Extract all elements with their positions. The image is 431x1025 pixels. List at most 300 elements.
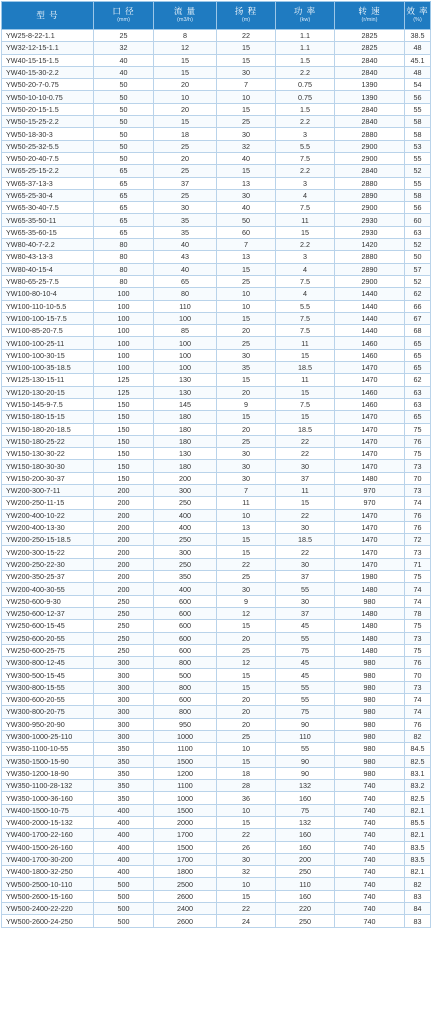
table-row: [2, 509, 431, 521]
cell-speed: 1440: [335, 288, 405, 300]
cell-efficiency: 82: [405, 878, 431, 890]
cell-model: YW100-100-30-15: [2, 349, 94, 361]
cell-model: YW65-37-13-3: [2, 177, 94, 189]
cell-speed: 2840: [335, 54, 405, 66]
cell-flow: 180: [154, 435, 217, 447]
cell-speed: 1470: [335, 546, 405, 558]
table-row: [2, 841, 431, 853]
cell-head: 30: [217, 128, 276, 140]
cell-diameter: 50: [94, 128, 154, 140]
cell-speed: 1480: [335, 632, 405, 644]
cell-head: 15: [217, 263, 276, 275]
cell-diameter: 300: [94, 681, 154, 693]
cell-efficiency: 83: [405, 915, 431, 927]
table-row: [2, 116, 431, 128]
table-row: [2, 312, 431, 324]
cell-efficiency: 82.1: [405, 804, 431, 816]
cell-power: 7.5: [276, 398, 335, 410]
cell-model: YW200-250-11-15: [2, 497, 94, 509]
cell-model: YW80-65-25-7.5: [2, 275, 94, 287]
cell-model: YW50-18-30-3: [2, 128, 94, 140]
cell-speed: 2890: [335, 189, 405, 201]
cell-model: YW80-40-7-2.2: [2, 239, 94, 251]
cell-speed: 1470: [335, 534, 405, 546]
cell-head: 30: [217, 349, 276, 361]
cell-speed: 1440: [335, 300, 405, 312]
cell-head: 30: [217, 460, 276, 472]
cell-power: 132: [276, 817, 335, 829]
cell-diameter: 200: [94, 583, 154, 595]
cell-flow: 350: [154, 571, 217, 583]
cell-diameter: 65: [94, 226, 154, 238]
cell-flow: 250: [154, 558, 217, 570]
cell-efficiency: 82.1: [405, 829, 431, 841]
cell-diameter: 500: [94, 878, 154, 890]
cell-diameter: 200: [94, 558, 154, 570]
cell-power: 110: [276, 878, 335, 890]
cell-efficiency: 58: [405, 189, 431, 201]
cell-head: 9: [217, 595, 276, 607]
cell-speed: 2880: [335, 177, 405, 189]
cell-diameter: 150: [94, 448, 154, 460]
cell-head: 9: [217, 398, 276, 410]
cell-flow: 10: [154, 91, 217, 103]
cell-efficiency: 70: [405, 472, 431, 484]
cell-power: 200: [276, 853, 335, 865]
cell-efficiency: 74: [405, 595, 431, 607]
cell-efficiency: 73: [405, 546, 431, 558]
cell-diameter: 80: [94, 275, 154, 287]
cell-model: YW150-145-9-7.5: [2, 398, 94, 410]
cell-model: YW200-400-10-22: [2, 509, 94, 521]
cell-speed: 1470: [335, 374, 405, 386]
cell-flow: 25: [154, 189, 217, 201]
table-row: [2, 694, 431, 706]
cell-diameter: 80: [94, 239, 154, 251]
cell-diameter: 500: [94, 915, 154, 927]
cell-flow: 400: [154, 521, 217, 533]
cell-speed: 1420: [335, 239, 405, 251]
cell-head: 15: [217, 312, 276, 324]
cell-diameter: 150: [94, 423, 154, 435]
cell-model: YW350-1100-10-55: [2, 743, 94, 755]
cell-model: YW65-25-30-4: [2, 189, 94, 201]
table-row: [2, 337, 431, 349]
table-row: [2, 607, 431, 619]
cell-speed: 740: [335, 890, 405, 902]
cell-speed: 1480: [335, 620, 405, 632]
cell-diameter: 150: [94, 472, 154, 484]
table-row: [2, 534, 431, 546]
table-row: [2, 767, 431, 779]
cell-efficiency: 74: [405, 583, 431, 595]
cell-diameter: 350: [94, 743, 154, 755]
cell-model: YW40-15-15-1.5: [2, 54, 94, 66]
cell-flow: 85: [154, 325, 217, 337]
cell-diameter: 100: [94, 312, 154, 324]
cell-efficiency: 48: [405, 42, 431, 54]
cell-diameter: 500: [94, 890, 154, 902]
cell-diameter: 300: [94, 730, 154, 742]
cell-model: YW200-250-22-30: [2, 558, 94, 570]
cell-head: 15: [217, 165, 276, 177]
cell-diameter: 250: [94, 644, 154, 656]
cell-efficiency: 57: [405, 263, 431, 275]
cell-model: YW300-600-20-55: [2, 694, 94, 706]
cell-power: 220: [276, 903, 335, 915]
cell-power: 2.2: [276, 116, 335, 128]
cell-head: 30: [217, 583, 276, 595]
cell-diameter: 250: [94, 632, 154, 644]
cell-speed: 980: [335, 657, 405, 669]
cell-flow: 300: [154, 484, 217, 496]
cell-speed: 980: [335, 743, 405, 755]
cell-power: 55: [276, 583, 335, 595]
table-row: [2, 632, 431, 644]
cell-efficiency: 58: [405, 128, 431, 140]
cell-power: 22: [276, 509, 335, 521]
cell-speed: 740: [335, 804, 405, 816]
cell-flow: 300: [154, 546, 217, 558]
cell-model: YW150-200-30-37: [2, 472, 94, 484]
cell-flow: 15: [154, 116, 217, 128]
cell-efficiency: 74: [405, 706, 431, 718]
cell-head: 18: [217, 767, 276, 779]
cell-head: 13: [217, 251, 276, 263]
cell-diameter: 400: [94, 841, 154, 853]
cell-flow: 600: [154, 632, 217, 644]
table-row: [2, 743, 431, 755]
cell-model: YW100-100-25-11: [2, 337, 94, 349]
table-row: [2, 620, 431, 632]
cell-speed: 2900: [335, 202, 405, 214]
cell-diameter: 125: [94, 386, 154, 398]
cell-diameter: 125: [94, 374, 154, 386]
cell-model: YW350-1200-18-90: [2, 767, 94, 779]
cell-flow: 80: [154, 288, 217, 300]
cell-power: 0.75: [276, 79, 335, 91]
cell-flow: 15: [154, 66, 217, 78]
cell-speed: 980: [335, 718, 405, 730]
cell-power: 2.2: [276, 66, 335, 78]
cell-diameter: 50: [94, 103, 154, 115]
cell-flow: 600: [154, 644, 217, 656]
cell-efficiency: 83.2: [405, 780, 431, 792]
cell-efficiency: 54: [405, 79, 431, 91]
cell-model: YW350-1000-36-160: [2, 792, 94, 804]
cell-flow: 800: [154, 706, 217, 718]
cell-efficiency: 65: [405, 362, 431, 374]
cell-model: YW50-25-32-5.5: [2, 140, 94, 152]
cell-diameter: 65: [94, 165, 154, 177]
cell-head: 40: [217, 202, 276, 214]
table-row: [2, 804, 431, 816]
cell-flow: 600: [154, 595, 217, 607]
cell-diameter: 65: [94, 189, 154, 201]
table-row: [2, 817, 431, 829]
cell-power: 1.1: [276, 30, 335, 42]
table-row: [2, 780, 431, 792]
cell-speed: 1440: [335, 325, 405, 337]
cell-efficiency: 45.1: [405, 54, 431, 66]
cell-diameter: 300: [94, 657, 154, 669]
cell-speed: 2900: [335, 275, 405, 287]
cell-flow: 1500: [154, 841, 217, 853]
table-row: [2, 595, 431, 607]
table-row: [2, 460, 431, 472]
cell-model: YW50-15-25-2.2: [2, 116, 94, 128]
cell-model: YW50-20-7-0.75: [2, 79, 94, 91]
cell-head: 10: [217, 878, 276, 890]
cell-power: 55: [276, 743, 335, 755]
cell-diameter: 500: [94, 903, 154, 915]
cell-model: YW150-130-30-22: [2, 448, 94, 460]
cell-model: YW50-10-10-0.75: [2, 91, 94, 103]
cell-efficiency: 76: [405, 509, 431, 521]
cell-power: 11: [276, 484, 335, 496]
header-head: 扬 程 (m): [217, 2, 276, 30]
cell-diameter: 200: [94, 534, 154, 546]
header-row: [2, 2, 431, 30]
cell-speed: 1980: [335, 571, 405, 583]
table-row: [2, 239, 431, 251]
cell-speed: 2890: [335, 263, 405, 275]
cell-power: 3: [276, 251, 335, 263]
header-flow: 流 量 (m3/h): [154, 2, 217, 30]
cell-flow: 20: [154, 79, 217, 91]
cell-efficiency: 76: [405, 521, 431, 533]
cell-head: 15: [217, 103, 276, 115]
table-row: [2, 214, 431, 226]
table-row: [2, 30, 431, 42]
cell-model: YW500-2400-22-220: [2, 903, 94, 915]
cell-flow: 180: [154, 460, 217, 472]
cell-model: YW400-1700-30-200: [2, 853, 94, 865]
cell-efficiency: 52: [405, 275, 431, 287]
cell-diameter: 100: [94, 362, 154, 374]
cell-speed: 970: [335, 484, 405, 496]
cell-power: 4: [276, 189, 335, 201]
cell-head: 30: [217, 448, 276, 460]
cell-power: 30: [276, 460, 335, 472]
cell-flow: 1100: [154, 780, 217, 792]
cell-model: YW100-100-15-7.5: [2, 312, 94, 324]
cell-speed: 1480: [335, 644, 405, 656]
cell-flow: 1700: [154, 853, 217, 865]
cell-diameter: 25: [94, 30, 154, 42]
cell-flow: 2000: [154, 817, 217, 829]
cell-power: 22: [276, 448, 335, 460]
cell-efficiency: 83.1: [405, 767, 431, 779]
cell-head: 7: [217, 239, 276, 251]
cell-diameter: 150: [94, 411, 154, 423]
cell-diameter: 150: [94, 398, 154, 410]
cell-model: YW200-250-15-18.5: [2, 534, 94, 546]
cell-head: 20: [217, 632, 276, 644]
table-row: [2, 472, 431, 484]
cell-head: 10: [217, 804, 276, 816]
cell-flow: 110: [154, 300, 217, 312]
cell-efficiency: 75: [405, 644, 431, 656]
cell-efficiency: 78: [405, 607, 431, 619]
cell-efficiency: 53: [405, 140, 431, 152]
cell-efficiency: 74: [405, 497, 431, 509]
table-row: [2, 866, 431, 878]
cell-model: YW65-35-60-15: [2, 226, 94, 238]
cell-power: 55: [276, 694, 335, 706]
cell-flow: 400: [154, 509, 217, 521]
cell-head: 25: [217, 275, 276, 287]
table-row: [2, 362, 431, 374]
cell-efficiency: 38.5: [405, 30, 431, 42]
cell-flow: 100: [154, 362, 217, 374]
cell-efficiency: 73: [405, 484, 431, 496]
cell-efficiency: 75: [405, 620, 431, 632]
cell-power: 30: [276, 558, 335, 570]
table-row: [2, 484, 431, 496]
cell-flow: 25: [154, 140, 217, 152]
cell-flow: 30: [154, 202, 217, 214]
cell-power: 4: [276, 263, 335, 275]
cell-flow: 180: [154, 411, 217, 423]
cell-efficiency: 62: [405, 374, 431, 386]
cell-flow: 130: [154, 386, 217, 398]
cell-efficiency: 82.1: [405, 866, 431, 878]
cell-power: 37: [276, 571, 335, 583]
cell-efficiency: 65: [405, 349, 431, 361]
cell-flow: 35: [154, 226, 217, 238]
header-model: 型 号: [2, 2, 94, 30]
cell-efficiency: 76: [405, 657, 431, 669]
cell-head: 15: [217, 890, 276, 902]
cell-power: 18.5: [276, 534, 335, 546]
cell-diameter: 350: [94, 767, 154, 779]
cell-speed: 740: [335, 866, 405, 878]
cell-speed: 2840: [335, 165, 405, 177]
cell-head: 25: [217, 435, 276, 447]
cell-model: YW200-300-15-22: [2, 546, 94, 558]
cell-model: YW100-80-10-4: [2, 288, 94, 300]
cell-flow: 2600: [154, 890, 217, 902]
table-row: [2, 878, 431, 890]
cell-model: YW150-180-25-22: [2, 435, 94, 447]
cell-efficiency: 55: [405, 152, 431, 164]
cell-speed: 1470: [335, 435, 405, 447]
cell-model: YW350-1500-15-90: [2, 755, 94, 767]
table-row: [2, 152, 431, 164]
table-body: [2, 30, 431, 928]
cell-diameter: 200: [94, 497, 154, 509]
table-row: [2, 583, 431, 595]
cell-speed: 1480: [335, 583, 405, 595]
cell-diameter: 250: [94, 595, 154, 607]
cell-efficiency: 60: [405, 214, 431, 226]
cell-model: YW125-130-15-11: [2, 374, 94, 386]
cell-head: 12: [217, 657, 276, 669]
cell-power: 30: [276, 595, 335, 607]
cell-head: 15: [217, 620, 276, 632]
cell-head: 15: [217, 817, 276, 829]
cell-power: 55: [276, 681, 335, 693]
table-row: [2, 189, 431, 201]
cell-power: 75: [276, 804, 335, 816]
cell-model: YW400-1500-26-160: [2, 841, 94, 853]
table-row: [2, 829, 431, 841]
cell-flow: 250: [154, 534, 217, 546]
cell-diameter: 400: [94, 829, 154, 841]
table-row: [2, 448, 431, 460]
cell-head: 20: [217, 718, 276, 730]
table-row: [2, 792, 431, 804]
cell-speed: 980: [335, 730, 405, 742]
cell-head: 30: [217, 189, 276, 201]
cell-speed: 2880: [335, 128, 405, 140]
cell-speed: 2930: [335, 226, 405, 238]
cell-diameter: 200: [94, 484, 154, 496]
cell-diameter: 300: [94, 718, 154, 730]
cell-power: 37: [276, 607, 335, 619]
cell-diameter: 32: [94, 42, 154, 54]
cell-head: 25: [217, 571, 276, 583]
cell-flow: 65: [154, 275, 217, 287]
cell-efficiency: 75: [405, 423, 431, 435]
cell-power: 160: [276, 792, 335, 804]
cell-speed: 1440: [335, 312, 405, 324]
cell-efficiency: 84.5: [405, 743, 431, 755]
cell-speed: 740: [335, 903, 405, 915]
cell-head: 32: [217, 140, 276, 152]
cell-speed: 740: [335, 780, 405, 792]
cell-diameter: 350: [94, 780, 154, 792]
cell-head: 20: [217, 423, 276, 435]
cell-head: 60: [217, 226, 276, 238]
cell-power: 7.5: [276, 152, 335, 164]
cell-diameter: 100: [94, 349, 154, 361]
cell-flow: 130: [154, 374, 217, 386]
cell-power: 22: [276, 435, 335, 447]
cell-diameter: 200: [94, 571, 154, 583]
cell-head: 15: [217, 374, 276, 386]
cell-efficiency: 62: [405, 288, 431, 300]
cell-diameter: 300: [94, 706, 154, 718]
cell-efficiency: 73: [405, 632, 431, 644]
cell-power: 90: [276, 755, 335, 767]
cell-head: 10: [217, 288, 276, 300]
cell-power: 45: [276, 620, 335, 632]
cell-speed: 1460: [335, 337, 405, 349]
table-row: [2, 288, 431, 300]
table-row: [2, 398, 431, 410]
cell-speed: 980: [335, 669, 405, 681]
cell-speed: 740: [335, 878, 405, 890]
table-row: [2, 435, 431, 447]
cell-power: 15: [276, 386, 335, 398]
table-row: [2, 140, 431, 152]
cell-flow: 43: [154, 251, 217, 263]
cell-model: YW300-950-20-90: [2, 718, 94, 730]
table-row: [2, 202, 431, 214]
cell-efficiency: 83.5: [405, 841, 431, 853]
cell-efficiency: 56: [405, 202, 431, 214]
cell-speed: 1480: [335, 472, 405, 484]
cell-model: YW65-30-40-7.5: [2, 202, 94, 214]
cell-flow: 130: [154, 448, 217, 460]
cell-model: YW250-600-20-55: [2, 632, 94, 644]
table-row: [2, 66, 431, 78]
cell-efficiency: 82.5: [405, 755, 431, 767]
header-efficiency: 效 率 (%): [405, 2, 431, 30]
cell-speed: 1470: [335, 521, 405, 533]
